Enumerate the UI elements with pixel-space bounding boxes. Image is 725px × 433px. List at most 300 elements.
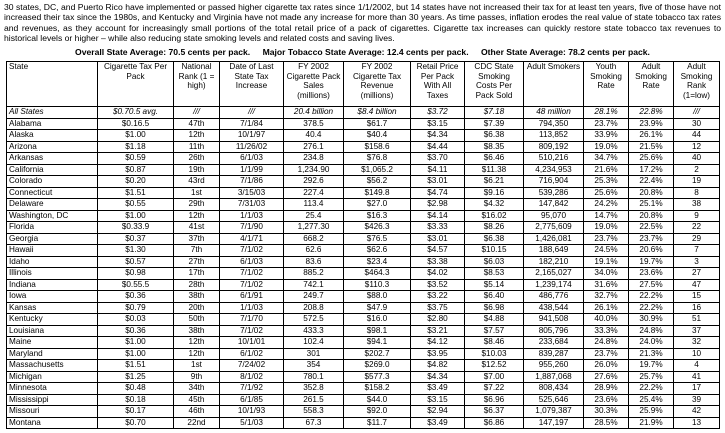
table-cell: 6/1/85 [220, 394, 284, 406]
table-cell: Maryland [7, 348, 98, 360]
table-cell: Minnesota [7, 383, 98, 395]
table-cell: $4.88 [465, 314, 524, 326]
table-cell: 4,234,953 [524, 164, 584, 176]
table-cell: Delaware [7, 199, 98, 211]
table-cell: 19.1% [584, 256, 629, 268]
table-cell: $158.2 [344, 383, 411, 395]
table-cell: $2.94 [411, 406, 465, 418]
table-cell: $44.0 [344, 394, 411, 406]
table-cell: $6.40 [465, 291, 524, 303]
table-cell: $4.34 [411, 371, 465, 383]
table-cell: 188,649 [524, 245, 584, 257]
table-cell: $0.87 [98, 164, 174, 176]
table-cell: 2,775,609 [524, 222, 584, 234]
table-cell: 4 [674, 360, 720, 372]
table-cell: 24.8% [629, 325, 674, 337]
major-tobacco-average: Major Tobacco State Average: 12.4 cents per pack. [262, 47, 469, 57]
table-cell: $76.8 [344, 153, 411, 165]
header-row [7, 62, 720, 107]
table-cell: Kentucky [7, 314, 98, 326]
table-cell: 21.5% [629, 141, 674, 153]
table-cell: 1/1/03 [220, 210, 284, 222]
table-cell: $3.15 [411, 394, 465, 406]
table-cell: 354 [284, 360, 344, 372]
table-cell: 668.2 [284, 233, 344, 245]
table-cell: $0.55.5 [98, 279, 174, 291]
table-cell: 62.6 [284, 245, 344, 257]
table-cell: $0.37 [98, 233, 174, 245]
table-cell: $1.51 [98, 360, 174, 372]
table-cell: 20th [174, 302, 220, 314]
table-cell: 378.5 [284, 118, 344, 130]
table-cell: 21.6% [584, 164, 629, 176]
table-cell: All States [7, 107, 98, 119]
table-cell: 11/26/02 [220, 141, 284, 153]
table-cell: $76.5 [344, 233, 411, 245]
table-cell: 1,426,081 [524, 233, 584, 245]
table-cell: 23.7% [629, 233, 674, 245]
table-cell: 47th [174, 118, 220, 130]
table-cell: 25.9% [629, 406, 674, 418]
table-cell: 25.3% [584, 176, 629, 188]
table-cell: $3.01 [411, 233, 465, 245]
table-cell: $4.02 [411, 268, 465, 280]
table-cell: 7 [674, 245, 720, 257]
table-cell: $6.38 [465, 233, 524, 245]
table-cell: 25.4% [629, 394, 674, 406]
table-cell: $202.7 [344, 348, 411, 360]
table-cell: $4.32 [465, 199, 524, 211]
table-cell: 37 [674, 325, 720, 337]
table-cell: 24.5% [584, 245, 629, 257]
table-cell: 34th [174, 383, 220, 395]
table-cell: $0.70.5 avg. [98, 107, 174, 119]
table-cell: Georgia [7, 233, 98, 245]
table-row [7, 394, 720, 406]
table-cell: $464.3 [344, 268, 411, 280]
intro-paragraph: 30 states, DC, and Puerto Rico have implemented or passed higher cigarette tax rates since 1/1/2002, but 14 states have not increased their tax for at least ten years, five of those have not increased their tax since the 1980s, and Kentucky and Virginia have not made any increase for more than 30 years. As time passes, inflation erodes the real value of state tobacco tax rates and revenues, as they account for increasingly small portions of the total retail price of a pack of cigarettes. Cigarette tax increases can quickly restore state tobacco tax revenues to historical levels or higher – while also reducing state smoking levels and related costs and saving lives. [4, 2, 721, 44]
column-header-cdc-costs: CDC State Smoking Costs Per Pack Sold [465, 62, 524, 107]
table-cell: 21.9% [629, 417, 674, 429]
table-cell: $98.1 [344, 325, 411, 337]
table-cell: 716,904 [524, 176, 584, 188]
table-cell: 24.8% [584, 337, 629, 349]
table-row [7, 348, 720, 360]
table-cell: $0.59 [98, 153, 174, 165]
table-cell: $3.52 [411, 279, 465, 291]
table-cell: /// [220, 107, 284, 119]
table-cell: 808,434 [524, 383, 584, 395]
table-cell: 19.0% [584, 222, 629, 234]
table-cell: 249.7 [284, 291, 344, 303]
table-cell: 234.8 [284, 153, 344, 165]
table-cell: 29th [174, 199, 220, 211]
table-cell: 25.1% [629, 199, 674, 211]
table-cell: $158.6 [344, 141, 411, 153]
column-header-adult-smokers: Adult Smokers [524, 62, 584, 107]
table-cell: 28.5% [584, 417, 629, 429]
table-cell: 25.7% [629, 371, 674, 383]
table-cell: $7.18 [465, 107, 524, 119]
table-cell: $8.35 [465, 141, 524, 153]
table-cell: 30 [674, 118, 720, 130]
table-cell: Massachusetts [7, 360, 98, 372]
table-cell: $1,065.2 [344, 164, 411, 176]
table-cell: 233,684 [524, 337, 584, 349]
table-cell: 28.9% [584, 383, 629, 395]
table-cell: 1st [174, 187, 220, 199]
averages-line [4, 47, 721, 58]
table-cell: 10 [674, 348, 720, 360]
table-cell: $0.03 [98, 314, 174, 326]
table-cell: Montana [7, 417, 98, 429]
table-cell: 28th [174, 279, 220, 291]
table-cell: 780.1 [284, 371, 344, 383]
table-cell: $3.75 [411, 302, 465, 314]
column-header-tax: Cigarette Tax Per Pack [98, 62, 174, 107]
column-header-pack-sales: FY 2002 Cigarette Pack Sales (millions) [284, 62, 344, 107]
table-cell: $3.38 [411, 256, 465, 268]
table-cell: $0.17 [98, 406, 174, 418]
table-cell: 25.6% [584, 187, 629, 199]
table-cell: 19 [674, 176, 720, 188]
table-cell: $4.14 [411, 210, 465, 222]
table-row [7, 153, 720, 165]
table-cell: 955,260 [524, 360, 584, 372]
table-cell: $4.57 [411, 245, 465, 257]
table-cell: $4.34 [411, 130, 465, 142]
table-cell: 19.7% [629, 256, 674, 268]
table-cell: $16.02 [465, 210, 524, 222]
table-cell: $8.4 billion [344, 107, 411, 119]
table-cell: $110.3 [344, 279, 411, 291]
table-cell: 525,646 [524, 394, 584, 406]
table-cell: $16.3 [344, 210, 411, 222]
table-row [7, 164, 720, 176]
table-cell: $0.98 [98, 268, 174, 280]
table-cell: $56.2 [344, 176, 411, 188]
table-cell: Missouri [7, 406, 98, 418]
table-cell: 102.4 [284, 337, 344, 349]
table-cell: $10.03 [465, 348, 524, 360]
table-cell: Florida [7, 222, 98, 234]
table-cell: 941,508 [524, 314, 584, 326]
table-row [7, 383, 720, 395]
table-cell: 22.4% [629, 176, 674, 188]
column-header-adult-rank: Adult Smoking Rank (1=low) [674, 62, 720, 107]
table-cell: $4.82 [411, 360, 465, 372]
table-cell: 25.4 [284, 210, 344, 222]
table-cell: 23.7% [584, 233, 629, 245]
table-cell: 885.2 [284, 268, 344, 280]
table-row [7, 406, 720, 418]
table-cell: $8.26 [465, 222, 524, 234]
table-cell: 5/1/03 [220, 417, 284, 429]
table-cell: 22nd [174, 417, 220, 429]
table-cell: 29 [674, 233, 720, 245]
table-cell: Idaho [7, 256, 98, 268]
table-cell: 4/1/71 [220, 233, 284, 245]
other-state-average: Other State Average: 78.2 cents per pack. [481, 47, 650, 57]
table-cell: $2.98 [411, 199, 465, 211]
table-cell: $0.57 [98, 256, 174, 268]
table-cell: 22.8% [629, 107, 674, 119]
table-cell: 20.6% [629, 245, 674, 257]
table-cell: $1.30 [98, 245, 174, 257]
table-cell: $2.80 [411, 314, 465, 326]
table-cell: $269.0 [344, 360, 411, 372]
table-cell: 67.3 [284, 417, 344, 429]
table-cell: 12th [174, 210, 220, 222]
table-cell: 15 [674, 291, 720, 303]
all-states-row [7, 107, 720, 119]
table-cell: 26.0% [584, 360, 629, 372]
table-cell: 27.6% [584, 371, 629, 383]
table-cell: 182,210 [524, 256, 584, 268]
table-cell: 23.7% [584, 348, 629, 360]
table-cell: Iowa [7, 291, 98, 303]
table-cell: 572.5 [284, 314, 344, 326]
table-cell: 486,776 [524, 291, 584, 303]
table-cell: $3.70 [411, 153, 465, 165]
table-cell: 31.6% [584, 279, 629, 291]
table-cell: /// [174, 107, 220, 119]
table-cell: 26th [174, 153, 220, 165]
table-cell: Arkansas [7, 153, 98, 165]
table-cell: $8.46 [465, 337, 524, 349]
table-cell: 147,842 [524, 199, 584, 211]
table-row [7, 371, 720, 383]
table-cell: 51 [674, 314, 720, 326]
table-cell: 22.2% [629, 302, 674, 314]
table-cell: 809,192 [524, 141, 584, 153]
table-cell: Hawaii [7, 245, 98, 257]
table-cell: $6.46 [465, 153, 524, 165]
table-row [7, 291, 720, 303]
table-row [7, 176, 720, 188]
table-cell: $3.15 [411, 118, 465, 130]
table-cell: 8/1/02 [220, 371, 284, 383]
table-cell: 23.7% [584, 118, 629, 130]
table-cell: 25.6% [629, 153, 674, 165]
table-cell: 6/1/03 [220, 256, 284, 268]
table-cell: 1,234.90 [284, 164, 344, 176]
table-cell: $6.21 [465, 176, 524, 188]
table-cell: 3/15/03 [220, 187, 284, 199]
table-cell: 17.2% [629, 164, 674, 176]
table-cell: 794,350 [524, 118, 584, 130]
column-header-adult-rate: Adult Smoking Rate [629, 62, 674, 107]
table-cell: 1,239,174 [524, 279, 584, 291]
table-cell: $3.49 [411, 383, 465, 395]
table-cell: $3.01 [411, 176, 465, 188]
table-cell: $7.22 [465, 383, 524, 395]
table-cell: 839,287 [524, 348, 584, 360]
table-cell: 33.9% [584, 130, 629, 142]
table-cell: 32.7% [584, 291, 629, 303]
table-cell: $577.3 [344, 371, 411, 383]
table-cell: 7/1/92 [220, 383, 284, 395]
table-cell: 3 [674, 256, 720, 268]
table-cell: 7/1/02 [220, 245, 284, 257]
table-cell: 147,197 [524, 417, 584, 429]
table-cell: $4.11 [411, 164, 465, 176]
table-cell: 40.0% [584, 314, 629, 326]
table-cell: 34.0% [584, 268, 629, 280]
table-cell: $6.03 [465, 256, 524, 268]
table-cell: 43rd [174, 176, 220, 188]
table-cell: $23.4 [344, 256, 411, 268]
table-cell: 7/1/02 [220, 268, 284, 280]
table-row [7, 210, 720, 222]
table-cell: 24.2% [584, 199, 629, 211]
table-cell: 1,887,068 [524, 371, 584, 383]
table-cell: $6.86 [465, 417, 524, 429]
table-cell: 39 [674, 394, 720, 406]
table-cell: 10/1/93 [220, 406, 284, 418]
table-cell: $3.95 [411, 348, 465, 360]
table-cell: Arizona [7, 141, 98, 153]
table-cell: 40 [674, 153, 720, 165]
table-cell: $7.57 [465, 325, 524, 337]
table-cell: 261.5 [284, 394, 344, 406]
column-header-retail-price: Retail Price Per Pack With All Taxes [411, 62, 465, 107]
table-cell: 438,544 [524, 302, 584, 314]
table-cell: 50th [174, 314, 220, 326]
table-cell: 22 [674, 222, 720, 234]
table-cell: 7/1/84 [220, 118, 284, 130]
table-cell: $426.3 [344, 222, 411, 234]
table-cell: $94.1 [344, 337, 411, 349]
table-cell: 8 [674, 187, 720, 199]
table-cell: 1/1/99 [220, 164, 284, 176]
table-row [7, 360, 720, 372]
table-cell: 12th [174, 130, 220, 142]
table-cell: 510,216 [524, 153, 584, 165]
table-cell: 23.9% [629, 118, 674, 130]
table-cell: $1.00 [98, 130, 174, 142]
table-cell: 2,165,027 [524, 268, 584, 280]
table-cell: 17th [174, 268, 220, 280]
table-cell: 38 [674, 199, 720, 211]
table-row [7, 141, 720, 153]
table-cell: 38th [174, 325, 220, 337]
table-cell: 22.2% [629, 291, 674, 303]
table-row [7, 222, 720, 234]
table-cell: $1.00 [98, 348, 174, 360]
table-cell: 7/1/02 [220, 325, 284, 337]
table-cell: 7/1/70 [220, 314, 284, 326]
table-cell: $0.55 [98, 199, 174, 211]
table-row [7, 325, 720, 337]
table-cell: 12 [674, 141, 720, 153]
table-cell: $7.00 [465, 371, 524, 383]
table-cell: $4.44 [411, 141, 465, 153]
table-cell: 13 [674, 417, 720, 429]
table-cell: $0.36 [98, 291, 174, 303]
table-cell: 30.3% [584, 406, 629, 418]
table-row [7, 118, 720, 130]
table-cell: 11th [174, 141, 220, 153]
table-cell: 19.0% [584, 141, 629, 153]
table-cell: 9th [174, 371, 220, 383]
table-cell: 208.8 [284, 302, 344, 314]
table-cell: $40.4 [344, 130, 411, 142]
table-cell: $1.51 [98, 187, 174, 199]
table-cell: $0.16.5 [98, 118, 174, 130]
table-cell: 433.3 [284, 325, 344, 337]
table-cell: $12.52 [465, 360, 524, 372]
table-cell: 227.4 [284, 187, 344, 199]
column-header-tax-revenue: FY 2002 Cigarette Tax Revenue (millions) [344, 62, 411, 107]
cigarette-tax-table [6, 61, 720, 429]
table-cell: 7/1/02 [220, 279, 284, 291]
table-cell: 19th [174, 164, 220, 176]
table-cell: $4.74 [411, 187, 465, 199]
table-cell: 23.6% [584, 394, 629, 406]
table-cell: $1.25 [98, 371, 174, 383]
table-cell: 38th [174, 291, 220, 303]
table-cell: $0.79 [98, 302, 174, 314]
table-cell: 41st [174, 222, 220, 234]
table-cell: 27 [674, 268, 720, 280]
table-cell: 17 [674, 383, 720, 395]
table-cell: 48 million [524, 107, 584, 119]
table-cell: 44 [674, 130, 720, 142]
table-cell: 23.6% [629, 268, 674, 280]
overall-average: Overall State Average: 70.5 cents per pack. [75, 47, 251, 57]
table-cell: $149.8 [344, 187, 411, 199]
table-cell: $0.48 [98, 383, 174, 395]
table-row [7, 199, 720, 211]
table-row [7, 245, 720, 257]
table-row [7, 256, 720, 268]
table-cell: $61.7 [344, 118, 411, 130]
table-cell: $6.96 [465, 394, 524, 406]
table-row [7, 268, 720, 280]
table-cell: $0.18 [98, 394, 174, 406]
table-cell: 113,852 [524, 130, 584, 142]
table-cell: 24.0% [629, 337, 674, 349]
table-cell: 34.7% [584, 153, 629, 165]
table-cell: $6.98 [465, 302, 524, 314]
table-cell: 40.4 [284, 130, 344, 142]
table-cell: 37th [174, 233, 220, 245]
table-cell: $3.49 [411, 417, 465, 429]
table-cell: 42 [674, 406, 720, 418]
table-cell: $1.00 [98, 337, 174, 349]
table-cell: 32 [674, 337, 720, 349]
table-cell: 20.8% [629, 210, 674, 222]
table-cell: $1.18 [98, 141, 174, 153]
table-cell: 16 [674, 302, 720, 314]
table-cell: $3.33 [411, 222, 465, 234]
table-cell: $1.00 [98, 210, 174, 222]
table-cell: 805,796 [524, 325, 584, 337]
table-cell: 20.4 billion [284, 107, 344, 119]
table-cell: 6/1/03 [220, 153, 284, 165]
table-cell: $11.38 [465, 164, 524, 176]
table-cell: 10/1/01 [220, 337, 284, 349]
table-cell: 7th [174, 245, 220, 257]
table-cell: 30.9% [629, 314, 674, 326]
table-cell: $3.21 [411, 325, 465, 337]
table-cell: Connecticut [7, 187, 98, 199]
table-cell: $88.0 [344, 291, 411, 303]
table-cell: /// [674, 107, 720, 119]
table-row [7, 187, 720, 199]
table-cell: $5.14 [465, 279, 524, 291]
